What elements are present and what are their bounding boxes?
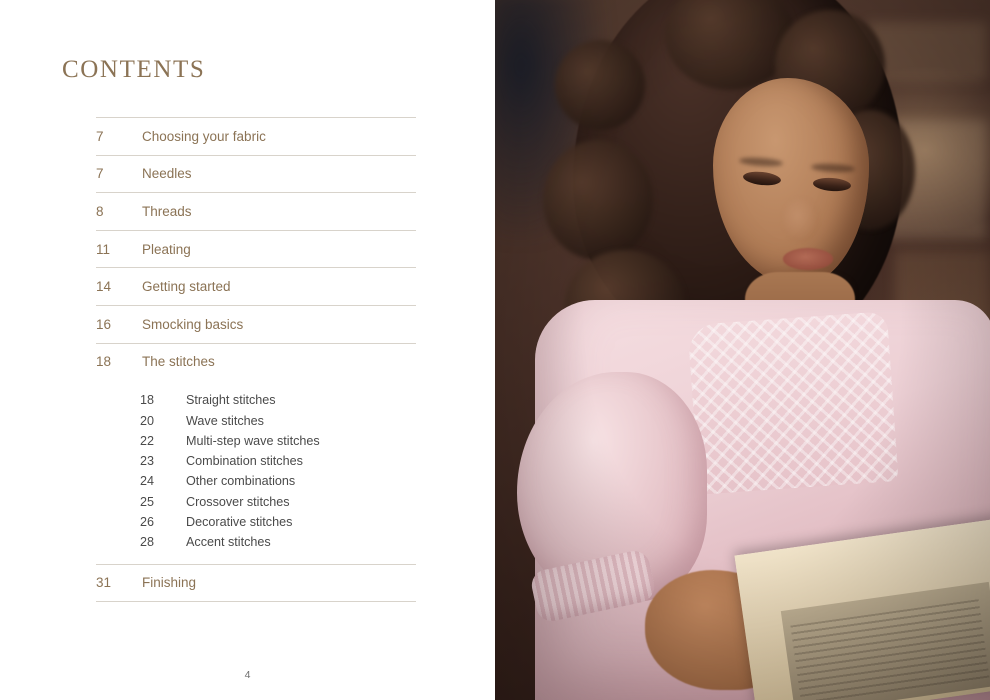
toc-sub-entry-label: Crossover stitches xyxy=(186,494,290,509)
toc-entry-page: 18 xyxy=(96,354,112,370)
toc-entry-label: Needles xyxy=(142,166,192,182)
toc-sub-entry-page: 26 xyxy=(140,515,155,530)
toc-entry-label: Pleating xyxy=(142,241,191,257)
toc-entry[interactable] xyxy=(96,230,416,268)
table-of-contents xyxy=(96,117,416,602)
page-title: CONTENTS xyxy=(62,56,206,83)
toc-entry[interactable] xyxy=(96,343,416,381)
lips xyxy=(783,248,833,270)
toc-entry-page: 14 xyxy=(96,279,112,295)
toc-sub-entry-label: Accent stitches xyxy=(186,535,271,550)
hair-curl xyxy=(543,140,653,260)
toc-sub-entry-label: Straight stitches xyxy=(186,393,276,408)
toc-sub-entry[interactable] xyxy=(96,431,416,451)
hair-curl xyxy=(555,40,645,130)
toc-entry[interactable] xyxy=(96,267,416,305)
toc-sub-entry-label: Combination stitches xyxy=(186,454,303,469)
toc-sub-entry-label: Wave stitches xyxy=(186,413,264,428)
toc-entry-label: Finishing xyxy=(142,575,197,591)
photo-page xyxy=(495,0,990,700)
toc-entry-page: 11 xyxy=(96,241,111,257)
toc-entry-label: Threads xyxy=(142,203,192,219)
toc-sub-entry-page: 22 xyxy=(140,433,155,448)
toc-sub-entry[interactable] xyxy=(96,471,416,491)
toc-sub-entry-page: 23 xyxy=(140,454,155,469)
toc-sub-entry-page: 24 xyxy=(140,474,155,489)
toc-entry-label: Smocking basics xyxy=(142,316,244,332)
toc-entry[interactable] xyxy=(96,117,416,155)
toc-sub-entry-page: 18 xyxy=(140,393,155,408)
toc-entry[interactable] xyxy=(96,305,416,343)
toc-sub-entry[interactable] xyxy=(96,410,416,430)
toc-sub-entry[interactable] xyxy=(96,532,416,552)
toc-sub-entry-page: 28 xyxy=(140,535,155,550)
page-number: 4 xyxy=(244,669,251,681)
toc-entry-finishing[interactable] xyxy=(96,564,416,603)
toc-sub-entry[interactable] xyxy=(96,492,416,512)
toc-sub-entries xyxy=(96,390,416,552)
toc-entry[interactable] xyxy=(96,192,416,230)
smocked-bodice-panel xyxy=(687,311,898,495)
toc-sub-entry-page: 20 xyxy=(140,413,155,428)
toc-entry-page: 7 xyxy=(96,166,104,182)
toc-sub-entry-page: 25 xyxy=(140,494,155,509)
toc-entry-label: Choosing your fabric xyxy=(142,128,266,144)
toc-entry-page: 31 xyxy=(96,575,112,591)
toc-sub-entry-label: Decorative stitches xyxy=(186,515,293,530)
toc-sub-entry-label: Other combinations xyxy=(186,474,296,489)
toc-entry[interactable] xyxy=(96,155,416,193)
toc-sub-entry[interactable] xyxy=(96,451,416,471)
toc-entry-page: 8 xyxy=(96,203,104,219)
toc-sub-entry[interactable] xyxy=(96,512,416,532)
toc-entry-label: Getting started xyxy=(142,279,231,295)
photograph-girl-reading xyxy=(495,0,990,700)
nose xyxy=(783,198,819,242)
toc-entry-page: 7 xyxy=(96,128,104,144)
toc-entry-page: 16 xyxy=(96,316,112,332)
toc-entry-label: The stitches xyxy=(142,354,215,370)
toc-sub-entry-label: Multi-step wave stitches xyxy=(186,433,320,448)
toc-sub-entry[interactable] xyxy=(96,390,416,410)
